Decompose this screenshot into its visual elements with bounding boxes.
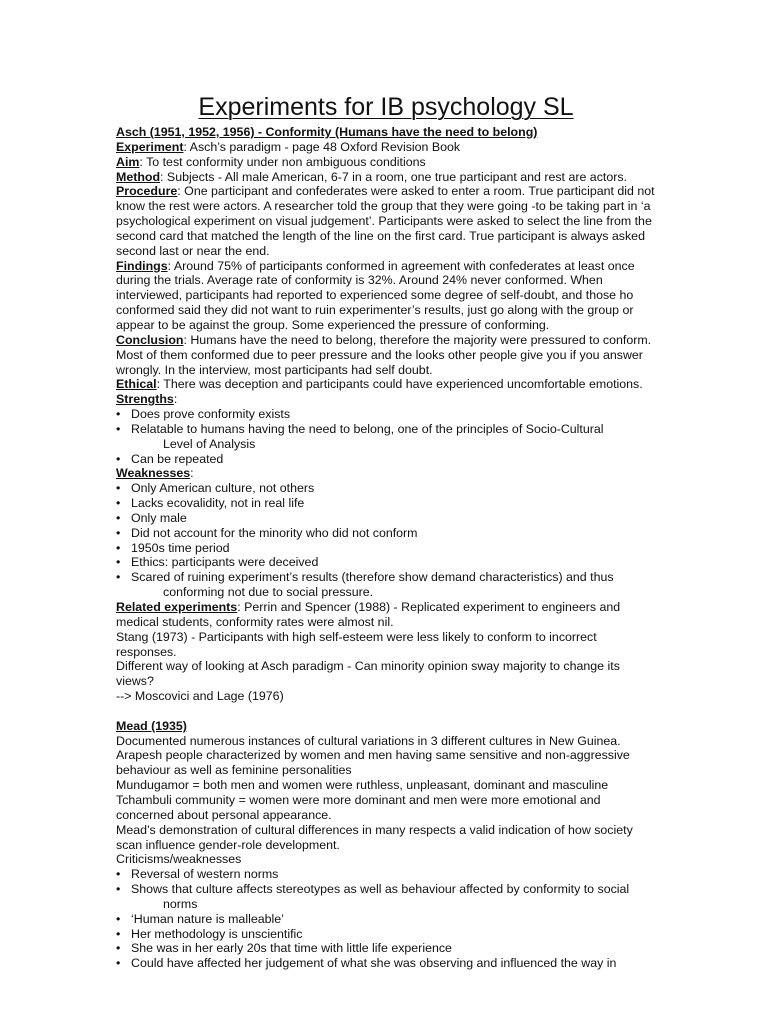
weakness-item-text: Ethics: participants were deceived — [131, 555, 319, 570]
weakness-item-text: Did not account for the minority who did not conform — [131, 525, 418, 540]
weakness-item — [116, 511, 656, 526]
strength-item — [116, 452, 656, 467]
criticism-item — [116, 867, 656, 882]
bullet-icon: • — [116, 926, 121, 941]
experiment-label: Experiment — [116, 139, 184, 154]
weakness-item-text: Only American culture, not others — [131, 481, 315, 496]
strengths-colon: : — [173, 392, 178, 407]
strengths-heading — [116, 392, 656, 407]
mead-heading: Mead (1935) — [116, 718, 187, 733]
strengths-list — [116, 407, 656, 466]
bullet-icon: • — [116, 540, 121, 555]
weakness-item — [116, 496, 656, 511]
mead-paragraph-1: Documented numerous instances of cultural variations in 3 different cultures in New Guinea. — [116, 733, 621, 748]
conclusion-text: : Humans have the need to belong, therefore the majority were pressured to conform. Most of them conformed due to peer pressure and the looks other people give you if you answer wrongly. In the interview, most participants had self doubt. — [116, 332, 652, 377]
aim-text: : To test conformity under non ambiguous conditions — [139, 154, 426, 169]
strengths-label: Strengths — [116, 392, 174, 407]
findings-label: Findings — [116, 258, 168, 273]
mead-paragraph-4: Tchambuli community = women were more dominant and men were more emotional and concerned about personal appearance. — [116, 792, 601, 822]
mead-criticisms-list — [116, 867, 656, 971]
bullet-icon: • — [116, 867, 121, 882]
criticism-item — [116, 882, 656, 912]
bullet-icon: • — [116, 882, 121, 897]
mead-paragraph-5: Mead’s demonstration of cultural differences in many respects a valid indication of how society scan influence gender-role development. — [116, 822, 633, 852]
criticism-item-text: ‘Human nature is malleable’ — [131, 911, 284, 926]
findings-text: : Around 75% of participants conformed in agreement with confederates at least once during the trials. Average rate of conformity is 32%. Around 24% never conformed. When interviewed, participants had reported to experienced some degree of self-doubt, and those ho conformed said they did not want to ruin experimenter’s results, just go along with the group or appear to be against the group. Some experienced the pressure of conforming. — [116, 258, 635, 332]
criticism-item — [116, 912, 656, 927]
criticism-item — [116, 927, 656, 942]
strength-item — [116, 422, 656, 452]
criticism-item-text: Her methodology is unscientific — [131, 926, 303, 941]
experiment-paragraph — [116, 140, 656, 155]
bullet-icon: • — [116, 496, 121, 511]
procedure-label: Procedure — [116, 184, 178, 199]
method-label: Method — [116, 169, 161, 184]
strength-item-text: Does prove conformity exists — [131, 407, 291, 422]
weakness-item — [116, 555, 656, 570]
weakness-item-text: 1950s time period — [131, 540, 230, 555]
asch-heading: Asch (1951, 1952, 1956) - Conformity (Humans have the need to belong) — [116, 125, 538, 139]
criticisms-label: Criticisms/weaknesses — [116, 852, 242, 867]
criticism-item-continuation: norms — [163, 896, 198, 911]
mead-paragraph-3: Mundugamor = both men and women were ruthless, unpleasant, dominant and masculine — [116, 778, 609, 793]
stang-paragraph: Stang (1973) - Participants with high self-esteem were less likely to conform to incorrect responses. — [116, 629, 597, 659]
procedure-paragraph — [116, 184, 656, 258]
bullet-icon: • — [116, 911, 121, 926]
weaknesses-list — [116, 481, 656, 600]
findings-paragraph — [116, 259, 656, 333]
weakness-item-text: Only male — [131, 510, 187, 525]
conclusion-paragraph — [116, 333, 656, 378]
bullet-icon: • — [116, 525, 121, 540]
ethical-text: : There was deception and participants could have experienced uncomfortable emotions. — [156, 377, 643, 392]
strength-item-text: Relatable to humans having the need to belong, one of the principles of Socio-Cultural — [131, 421, 604, 436]
weaknesses-heading — [116, 466, 656, 481]
weakness-item — [116, 481, 656, 496]
weaknesses-label: Weaknesses — [116, 466, 191, 481]
strength-item — [116, 407, 656, 422]
blank-line — [116, 704, 656, 719]
conclusion-label: Conclusion — [116, 332, 184, 347]
mead-paragraph-2: Arapesh people characterized by women and men having same sensitive and non-aggressive behaviour as well as feminine personalities — [116, 748, 630, 778]
ethical-paragraph — [116, 377, 656, 392]
aim-label: Aim — [116, 154, 140, 169]
bullet-icon: • — [116, 481, 121, 496]
weakness-item-continuation: conforming not due to social pressure. — [163, 585, 374, 600]
weakness-item-text: Lacks ecovalidity, not in real life — [131, 496, 305, 511]
criticism-item-text: Reversal of western norms — [131, 867, 279, 882]
document-title: Experiments for IB psychology SL — [198, 93, 574, 121]
related-label: Related experiments — [116, 600, 238, 614]
weakness-item-text: Scared of ruining experiment’s results (therefore show demand characteristics) and thus — [131, 570, 614, 585]
bullet-icon: • — [116, 555, 121, 570]
weakness-item — [116, 541, 656, 556]
criticism-item-text: She was in her early 20s that time with little life experience — [131, 941, 452, 956]
weaknesses-colon: : — [190, 466, 194, 481]
weakness-item — [116, 570, 656, 600]
method-paragraph — [116, 170, 656, 185]
bullet-icon: • — [116, 421, 121, 436]
experiment-text: : Asch’s paradigm - page 48 Oxford Revision Book — [183, 139, 461, 154]
bullet-icon: • — [116, 956, 121, 971]
ethical-label: Ethical — [116, 377, 157, 392]
strength-item-text: Can be repeated — [131, 451, 224, 466]
weakness-item — [116, 526, 656, 541]
related-text: : Perrin and Spencer (1988) - Replicated experiment to engineers and medical students, conformity rates were almost nil. — [116, 600, 621, 629]
minority-paragraph: Different way of looking at Asch paradigm - Can minority opinion sway majority to change its views? — [116, 659, 620, 689]
procedure-text: : One participant and confederates were asked to enter a room. True participant did not know the rest were actors. A researcher told the group that they were going -to be taking part in ‘a psychological experiment on visual judgement’. Participants were asked to select the line from the second card that matched the length of the line on the first card. True participant is always asked second last or near the end. — [116, 184, 655, 258]
document-page — [116, 92, 656, 971]
bullet-icon: • — [116, 451, 121, 466]
bullet-icon: • — [116, 941, 121, 956]
strength-item-continuation: Level of Analysis — [163, 436, 256, 451]
method-text: : Subjects - All male American, 6-7 in a room, one true participant and rest are actors. — [160, 169, 627, 184]
criticism-item-text: Shows that culture affects stereotypes as well as behaviour affected by conformity to social — [131, 882, 630, 897]
related-paragraph — [116, 600, 656, 630]
bullet-icon: • — [116, 407, 121, 422]
bullet-icon: • — [116, 510, 121, 525]
aim-paragraph — [116, 155, 656, 170]
criticism-item-text: Could have affected her judgement of what she was observing and influenced the way in — [131, 956, 617, 971]
criticism-item — [116, 956, 656, 971]
moscovici-paragraph: --> Moscovici and Lage (1976) — [116, 689, 284, 704]
criticism-item — [116, 941, 656, 956]
bullet-icon: • — [116, 570, 121, 585]
